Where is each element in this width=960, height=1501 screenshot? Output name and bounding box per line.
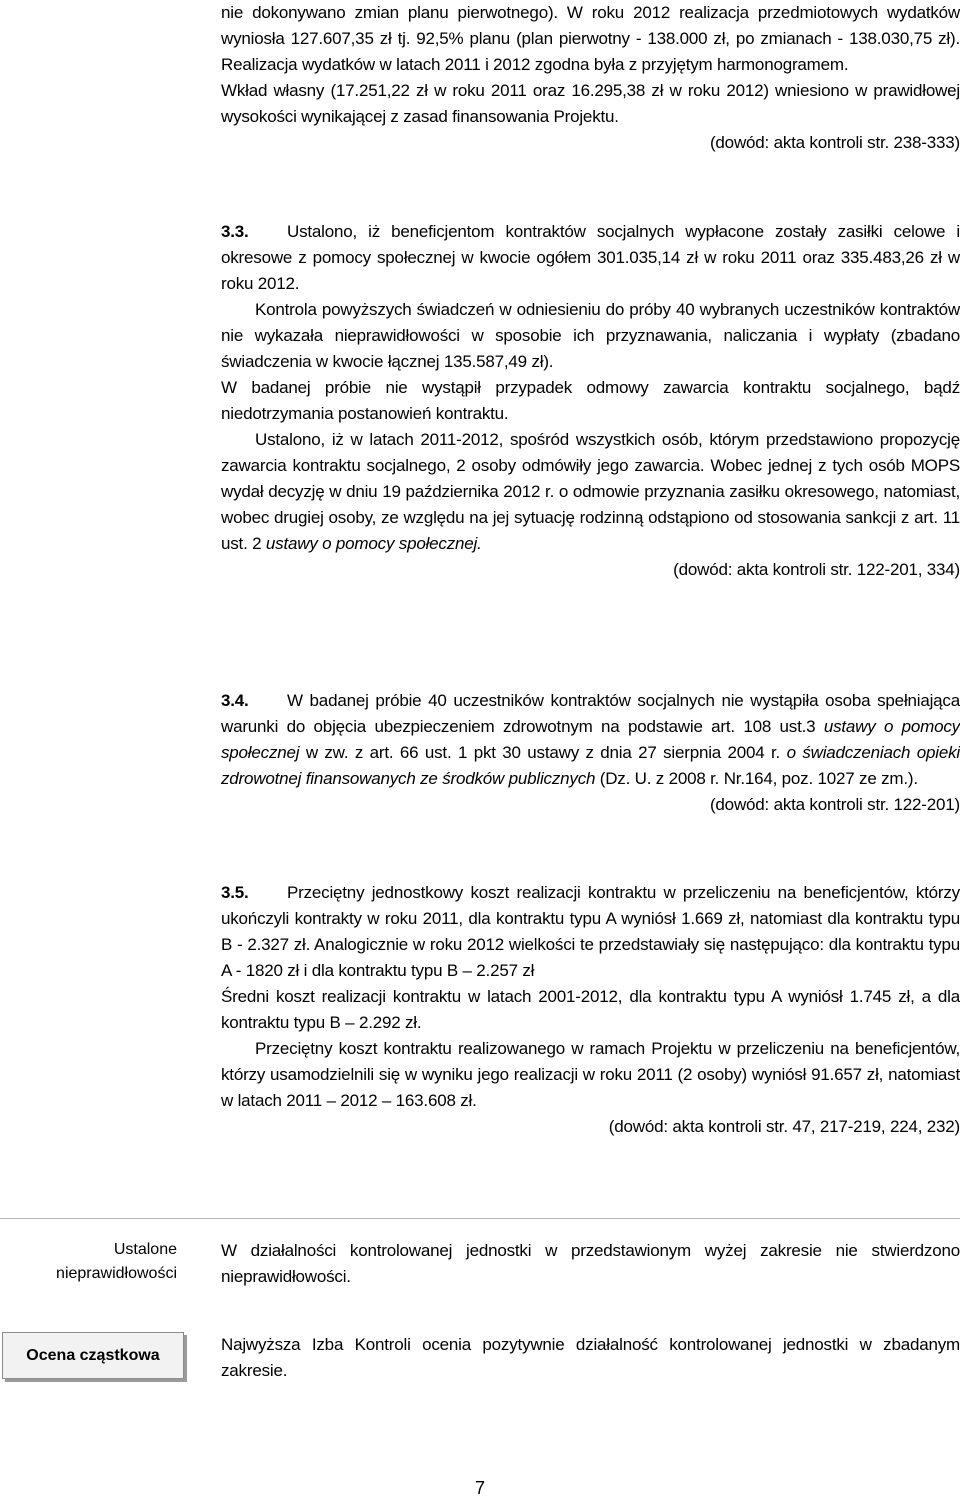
intro-block xyxy=(221,0,960,156)
own-contribution-paragraph: Wkład własny (17.251,22 zł w roku 2011 oraz 16.295,38 zł w roku 2012) wniesiono w prawidłowej wysokości wynikającej z zasad finansowania Projektu. xyxy=(221,81,960,126)
evidence-reference: (dowód: akta kontroli str. 238-333) xyxy=(709,133,960,152)
section-3-5-paragraph-2: Średni koszt realizacji kontraktu w latach 2001-2012, dla kontraktu typu A wyniósł 1.745 zł, a dla kontraktu typu B – 2.292 zł. xyxy=(221,987,960,1032)
law-title: ustawy o pomocy społecznej xyxy=(221,717,960,762)
section-3-3-paragraph-1: Ustalono, iż beneficjentom kontraktów socjalnych wypłacone zostały zasiłki celowe i okresowe z pomocy społecznej w kwocie ogółem 301.035,14 zł w roku 2011 oraz 335.483,26 zł w roku 2012. xyxy=(221,222,960,293)
section-3-3-paragraph-3: W badanej próbie nie wystąpił przypadek odmowy zawarcia kontraktu socjalnego, bądź niedotrzymania postanowień kontraktu. xyxy=(221,378,960,423)
law-title: ustawy o pomocy społecznej. xyxy=(265,534,482,553)
section-3-3-paragraph-2: Kontrola powyższych świadczeń w odniesieniu do próby 40 wybranych uczestników kontraktów nie wykazała nieprawidłowości w sposobie ich przyznawania, naliczania i wypłaty (zbadano świadczenia w kwocie łącznej 135.587,49 zł). xyxy=(221,300,960,371)
evidence-reference: (dowód: akta kontroli str. 122-201, 334) xyxy=(673,560,960,579)
irregularities-label: Ustalone nieprawidłowości xyxy=(56,1241,177,1282)
page-number: 7 xyxy=(474,1478,485,1498)
section-number: 3.4. xyxy=(221,691,249,710)
section-3-5 xyxy=(221,880,960,1140)
section-number: 3.5. xyxy=(221,883,249,902)
section-3-3-paragraph-4: Ustalono, iż w latach 2011-2012, spośród wszystkich osób, którym przedstawiono propozycję zawarcia kontraktu socjalnego, 2 osoby odmówiły jego zawarcia. Wobec jednej z tych osób MOPS wydał decyzję w dniu 19 października 2012 r. o odmowie przyznania zasiłku okresowego, natomiast, wobec drugiej osoby, ze względu na jej sytuację rodzinną odstąpiono od stosowania sankcji z art. 11 ust. 2 ustawy o pomocy społecznej. xyxy=(221,430,960,553)
section-3-4: 3.4. W badanej próbie 40 uczestników kontraktów socjalnych nie wystąpiła osoba spełniająca warunki do objęcia ubezpieczeniem zdrowotnym na podstawie art. 108 ust.3 ustawy o pomocy społecznej w zw. z art. 66 ust. 1 pkt 30 ustawy z dnia 27 sierpnia 2004 r. o świadczeniach opieki zdrowotnej finansowanych ze środków publicznych (Dz. U. z 2008 r. Nr.164, poz. 1027 ze zm.). (dowód: akta kontroli str. 122-201) xyxy=(221,688,960,818)
section-3-5-paragraph-3: Przeciętny koszt kontraktu realizowanego w ramach Projektu w przeliczeniu na beneficjentów, którzy usamodzielnili się w wyniku jego realizacji w roku 2011 (2 osoby) wyniósł 91.657 zł, natomiast w latach 2011 – 2012 – 163.608 zł. xyxy=(221,1039,960,1110)
evidence-reference: (dowód: akta kontroli str. 47, 217-219, 224, 232) xyxy=(608,1117,960,1136)
assessment-label-box xyxy=(2,1332,184,1379)
law-title: o świadczeniach opieki zdrowotnej finansowanych ze środków publicznych xyxy=(221,743,960,788)
assessment-label: Ocena cząstkowa xyxy=(26,1346,160,1364)
section-3-3 xyxy=(221,219,960,583)
section-divider xyxy=(0,1218,960,1219)
section-number: 3.3. xyxy=(221,222,249,241)
intro-paragraph: nie dokonywano zmian planu pierwotnego). W roku 2012 realizacja przedmiotowych wydatków wyniosła 127.607,35 zł tj. 92,5% planu (plan pierwotny - 138.000 zł, po zmianach - 138.030,75 zł). Realizacja wydatków w latach 2011 i 2012 zgodna była z przyjętym harmonogramem. xyxy=(221,3,960,74)
assessment-text: Najwyższa Izba Kontroli ocenia pozytywnie działalność kontrolowanej jednostki w zbadanym zakresie. xyxy=(221,1335,960,1380)
section-3-5-paragraph-1: Przeciętny jednostkowy koszt realizacji kontraktu w przeliczeniu na beneficjentów, którzy ukończyli kontrakty w roku 2011, dla kontraktu typu A wyniósł 1.669 zł, natomiast dla kontraktu typu B - 2.327 zł. Analogicznie w roku 2012 wielkości te przedstawiały się następująco: dla kontraktu typu A - 1820 zł i dla kontraktu typu B – 2.257 zł xyxy=(221,883,960,980)
irregularities-text: W działalności kontrolowanej jednostki w przedstawionym wyżej zakresie nie stwierdzono nieprawidłowości. xyxy=(221,1241,960,1286)
evidence-reference: (dowód: akta kontroli str. 122-201) xyxy=(709,795,960,814)
